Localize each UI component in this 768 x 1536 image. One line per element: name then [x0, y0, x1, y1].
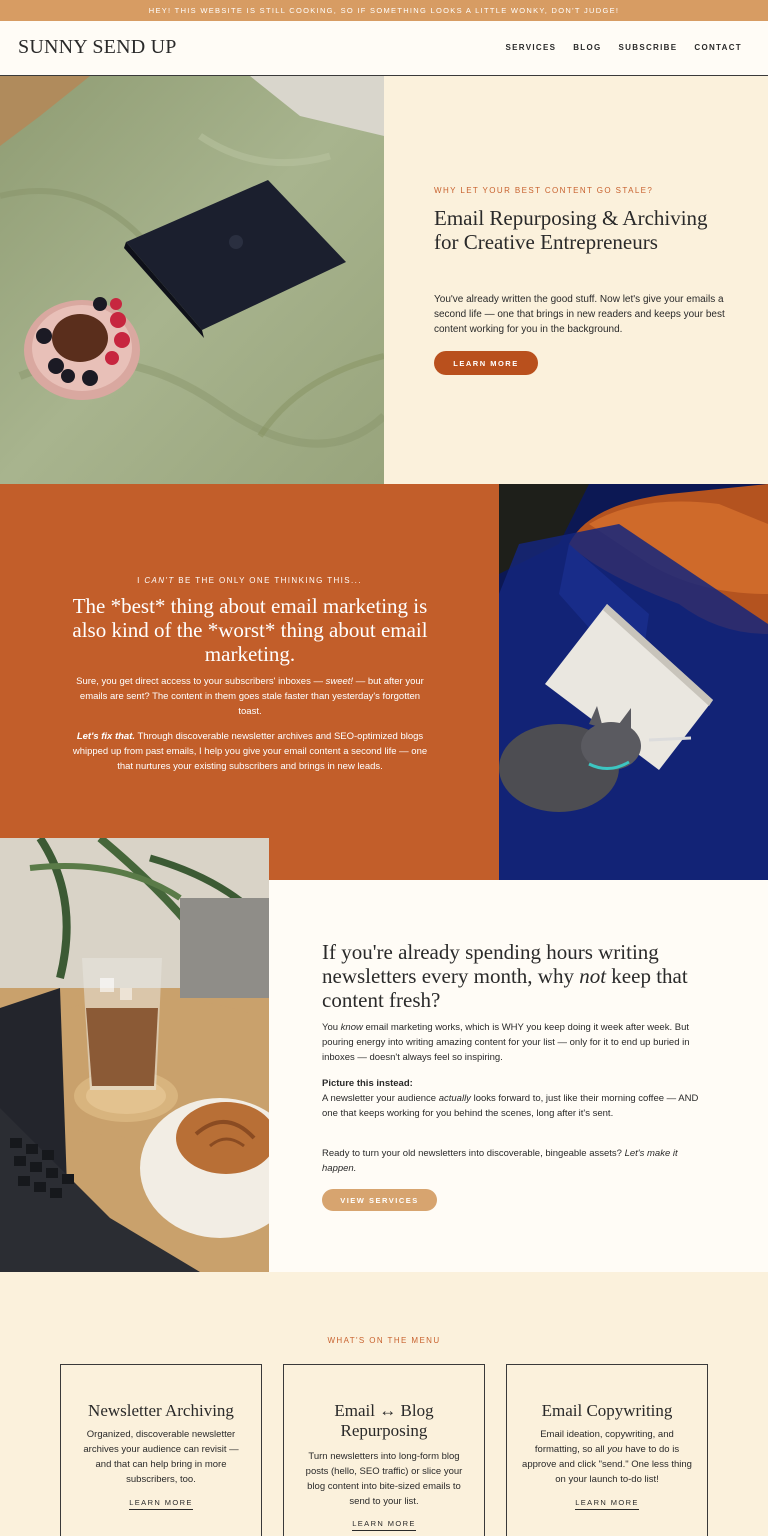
hero-eyebrow: WHY LET YOUR BEST CONTENT GO STALE? — [434, 186, 654, 195]
question-title-em: not — [579, 964, 607, 988]
newsletter-question-section — [269, 880, 768, 1272]
pitch-p2-text: Through discoverable newsletter archives and SEO-optimized blogs whipped up from past emails, I help you give your email content a second life — one that nurtures your existing subscribers and brings in new leads. — [72, 731, 428, 772]
question-paragraph-1 — [322, 1020, 702, 1065]
service-card-email-copywriting[interactable] — [506, 1364, 708, 1536]
service-card-email-blog-repurposing[interactable] — [283, 1364, 485, 1536]
hero-learn-more-button[interactable]: LEARN MORE — [434, 351, 538, 375]
pitch-eyebrow-em: CAN'T — [144, 576, 175, 585]
service-card-title: Email ↔ Blog Repurposing — [334, 1401, 434, 1440]
service-card-link-text[interactable]: LEARN MORE — [129, 1498, 193, 1510]
question-title-a: If you're already spending hours writing newsletters every month, why — [322, 940, 659, 988]
cat-on-blue-blanket-photo — [499, 484, 768, 880]
question-paragraph-3 — [322, 1146, 702, 1176]
question-p2-bold: Picture this instead: — [322, 1078, 413, 1089]
pitch-eyebrow — [0, 576, 499, 585]
pitch-paragraph-1 — [70, 674, 430, 719]
question-title — [322, 940, 722, 1012]
pitch-p1-em: sweet! — [325, 676, 354, 687]
pitch-p1-a: Sure, you get direct access to your subscribers' inboxes — — [76, 676, 326, 687]
service-card-learn-more-link[interactable] — [507, 1498, 707, 1507]
view-services-button[interactable]: VIEW SERVICES — [322, 1189, 437, 1211]
question-paragraph-2 — [322, 1076, 702, 1121]
service-card-body — [521, 1427, 693, 1487]
site-logo[interactable]: SUNNY SEND UP — [18, 36, 177, 58]
hero-section — [384, 76, 768, 484]
iced-coffee-laptop-photo — [0, 838, 269, 1272]
service-card-link-text[interactable]: LEARN MORE — [352, 1519, 416, 1531]
main-nav — [506, 43, 742, 52]
question-p1-a: You — [322, 1022, 341, 1033]
question-p1-em: know — [340, 1022, 363, 1033]
question-p1-b: email marketing works, which is WHY you keep doing it week after week. But pouring energy into writing amazing content for your list — only for it to end up buried in inboxes — doesn't always feel so inspiring. — [322, 1022, 690, 1063]
pitch-section — [0, 484, 499, 880]
announcement-text: HEY! THIS WEBSITE IS STILL COOKING, SO IF SOMETHING LOOKS A LITTLE WONKY, DON'T JUDGE! — [148, 6, 620, 15]
service-card-body-b: have to do is approve and click "send." One less thing on your launch to-do list! — [522, 1444, 692, 1485]
service-card-learn-more-link[interactable] — [61, 1498, 261, 1507]
site-header — [0, 21, 768, 76]
service-card-link-text[interactable]: LEARN MORE — [575, 1498, 639, 1510]
services-menu-section — [0, 1272, 768, 1536]
nav-blog[interactable]: BLOG — [573, 43, 602, 52]
pitch-eyebrow-pre: I — [137, 576, 145, 585]
hero-title: Email Repurposing & Archiving for Creative Entrepreneurs — [434, 206, 708, 254]
nav-contact[interactable]: CONTACT — [694, 43, 742, 52]
service-card-body-a: Email ideation, copywriting, and formatting, so all — [534, 1429, 674, 1455]
service-card-learn-more-link[interactable] — [284, 1519, 484, 1528]
hero-body: You've already written the good stuff. Now let's give your emails a second life — one that brings in new readers and keeps your best content working for you in the background. — [434, 294, 725, 335]
nav-services[interactable]: SERVICES — [505, 43, 557, 52]
service-card-title: Newsletter Archiving — [88, 1401, 234, 1420]
service-card-body: Organized, discoverable newsletter archives your audience can revisit — and that can help bring in more subscribers, too. — [83, 1429, 239, 1485]
question-p2-em: actually — [438, 1093, 471, 1104]
service-card-title: Email Copywriting — [541, 1401, 673, 1420]
question-p3-a: Ready to turn your old newsletters into discoverable, bingeable assets? — [322, 1148, 625, 1159]
question-p2-a: A newsletter your audience — [322, 1093, 439, 1104]
menu-eyebrow: WHAT'S ON THE MENU — [327, 1336, 441, 1345]
service-card-body-em: you — [607, 1444, 623, 1455]
hero-photo-laptop-bed — [0, 76, 384, 484]
announcement-bar — [0, 0, 768, 21]
question-p2-b: looks forward to, just like their morning coffee — AND one that keeps working for you behind the scenes, long after it's sent. — [322, 1093, 699, 1119]
pitch-p1-b: — but after your emails are sent? The content in them goes stale faster than yesterday's forgotten toast. — [79, 676, 424, 717]
question-title-b: keep that content fresh? — [322, 964, 688, 1012]
pitch-p2-bold: Let's fix that. — [76, 731, 136, 742]
service-card-body: Turn newsletters into long-form blog posts (hello, SEO traffic) or slice your blog content into bite-sized emails to send to your list. — [305, 1451, 463, 1507]
question-p3-em: Let's make it happen. — [322, 1148, 678, 1174]
service-card-newsletter-archiving[interactable] — [60, 1364, 262, 1536]
pitch-eyebrow-post: BE THE ONLY ONE THINKING THIS... — [174, 576, 362, 585]
pitch-title: The *best* thing about email marketing is also kind of the *worst* thing about email marketing. — [72, 594, 428, 666]
pitch-paragraph-2 — [70, 729, 430, 774]
nav-subscribe[interactable]: SUBSCRIBE — [618, 43, 678, 52]
